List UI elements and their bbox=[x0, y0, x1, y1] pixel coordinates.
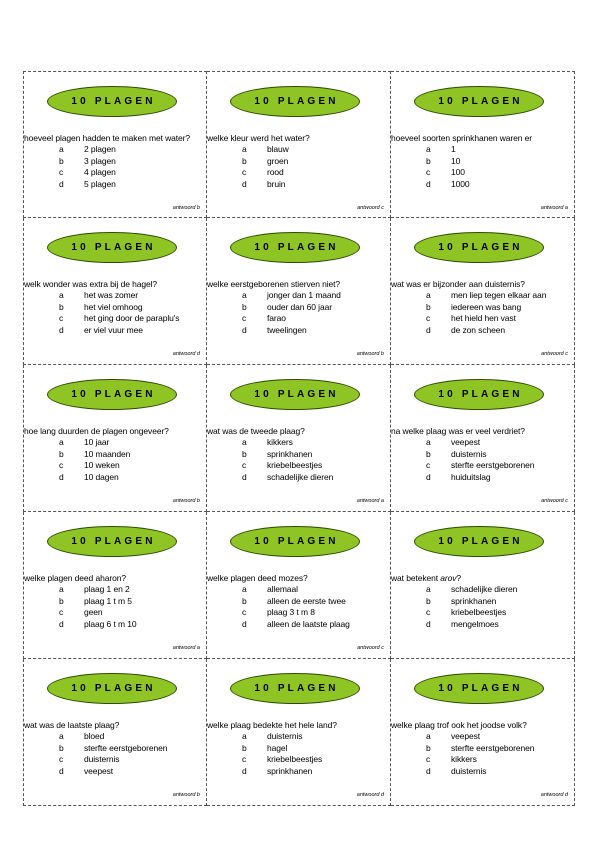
option-letter: c bbox=[59, 313, 64, 323]
answer-option bbox=[24, 619, 208, 631]
quiz-card bbox=[391, 218, 575, 365]
quiz-card-sheet bbox=[23, 71, 575, 806]
answer-options bbox=[207, 437, 391, 483]
answer-option bbox=[24, 313, 208, 325]
answer-option bbox=[24, 144, 208, 156]
quiz-card bbox=[207, 71, 391, 218]
option-text: veepest bbox=[451, 437, 481, 447]
answer-key: antwoord a bbox=[172, 645, 200, 651]
answer-options bbox=[391, 290, 575, 336]
answer-option bbox=[24, 731, 208, 743]
title-badge: 10 PLAGEN bbox=[47, 673, 177, 704]
option-text: sprinkhanen bbox=[451, 595, 497, 606]
option-text: 4 plagen bbox=[84, 167, 116, 177]
title-badge: 10 PLAGEN bbox=[47, 86, 177, 117]
option-letter: a bbox=[59, 731, 64, 741]
option-text: 10 bbox=[451, 155, 461, 166]
question-text bbox=[391, 573, 575, 583]
option-text: plaag 3 t m 8 bbox=[267, 607, 315, 617]
title-badge: 10 PLAGEN bbox=[230, 526, 360, 557]
option-text: allemaal bbox=[267, 584, 298, 594]
answer-option bbox=[24, 437, 208, 449]
answer-option bbox=[207, 313, 391, 325]
option-letter: b bbox=[242, 595, 247, 606]
option-text: duisternis bbox=[267, 731, 303, 741]
option-letter: a bbox=[59, 144, 64, 154]
answer-option bbox=[391, 596, 575, 608]
option-text: 10 maanden bbox=[84, 448, 131, 459]
answer-key: antwoord c bbox=[541, 351, 568, 357]
answer-option bbox=[24, 754, 208, 766]
option-text: kikkers bbox=[451, 754, 477, 764]
option-text: jonger dan 1 maand bbox=[267, 290, 341, 300]
answer-key: antwoord b bbox=[172, 792, 200, 798]
answer-option bbox=[207, 179, 391, 191]
option-letter: a bbox=[242, 290, 247, 300]
question-text: welke kleur werd het water? bbox=[207, 133, 310, 143]
question-text: welke eerstgeborenen stierven niet? bbox=[207, 279, 341, 289]
option-text: hagel bbox=[267, 742, 288, 753]
answer-option bbox=[391, 313, 575, 325]
option-text: ouder dan 60 jaar bbox=[267, 301, 332, 312]
option-letter: c bbox=[426, 607, 431, 617]
option-text: kriebelbeestjes bbox=[451, 607, 507, 617]
option-letter: a bbox=[59, 290, 64, 300]
option-text: farao bbox=[267, 313, 286, 323]
answer-key: antwoord a bbox=[540, 205, 568, 211]
title-badge: 10 PLAGEN bbox=[47, 526, 177, 557]
option-text: 10 weken bbox=[84, 460, 120, 470]
option-letter: a bbox=[242, 144, 247, 154]
option-text: men liep tegen elkaar aan bbox=[451, 290, 547, 300]
question-text: hoeveel plagen hadden te maken met water? bbox=[24, 133, 191, 143]
option-letter: b bbox=[59, 742, 64, 753]
answer-option bbox=[24, 743, 208, 755]
answer-option bbox=[391, 607, 575, 619]
option-text: duisternis bbox=[451, 765, 487, 776]
question-text: welke plaag trof ook het joodse volk? bbox=[391, 720, 527, 730]
answer-option bbox=[207, 437, 391, 449]
option-letter: a bbox=[59, 584, 64, 594]
option-letter: b bbox=[426, 742, 431, 753]
option-text: sprinkhanen bbox=[267, 448, 313, 459]
option-letter: d bbox=[426, 765, 431, 776]
option-letter: b bbox=[426, 155, 431, 166]
title-badge: 10 PLAGEN bbox=[414, 379, 544, 410]
answer-option bbox=[207, 596, 391, 608]
option-text: huiduitslag bbox=[451, 471, 491, 482]
option-text: 1000 bbox=[451, 178, 470, 189]
title-badge: 10 PLAGEN bbox=[230, 232, 360, 263]
option-text: mengelmoes bbox=[451, 618, 499, 629]
option-letter: c bbox=[242, 313, 247, 323]
answer-option bbox=[207, 144, 391, 156]
answer-option bbox=[24, 156, 208, 168]
answer-option bbox=[207, 156, 391, 168]
answer-option bbox=[207, 754, 391, 766]
option-text: sterfte eerstgeborenen bbox=[451, 742, 535, 753]
answer-option bbox=[24, 302, 208, 314]
quiz-card bbox=[23, 218, 207, 365]
title-badge: 10 PLAGEN bbox=[47, 379, 177, 410]
question-text: wat was de tweede plaag? bbox=[207, 426, 305, 436]
option-text: bloed bbox=[84, 731, 105, 741]
option-text: blauw bbox=[267, 144, 289, 154]
answer-key: antwoord d bbox=[172, 351, 200, 357]
option-letter: b bbox=[242, 301, 247, 312]
option-text: het was zomer bbox=[84, 290, 138, 300]
quiz-card bbox=[23, 71, 207, 218]
answer-option bbox=[207, 584, 391, 596]
option-letter: b bbox=[426, 301, 431, 312]
option-text: er viel vuur mee bbox=[84, 324, 143, 335]
option-letter: d bbox=[59, 324, 64, 335]
answer-option bbox=[24, 325, 208, 337]
answer-option bbox=[391, 584, 575, 596]
answer-option bbox=[24, 472, 208, 484]
option-text: 5 plagen bbox=[84, 178, 116, 189]
question-text: na welke plaag was er veel verdriet? bbox=[391, 426, 525, 436]
option-text: geen bbox=[84, 607, 103, 617]
answer-options bbox=[24, 290, 208, 336]
option-letter: b bbox=[242, 742, 247, 753]
option-letter: c bbox=[242, 607, 247, 617]
option-text: tweelingen bbox=[267, 324, 307, 335]
option-letter: a bbox=[242, 731, 247, 741]
answer-option bbox=[24, 179, 208, 191]
option-text: rood bbox=[267, 167, 284, 177]
option-letter: d bbox=[242, 324, 247, 335]
answer-option bbox=[24, 167, 208, 179]
answer-key: antwoord b bbox=[172, 205, 200, 211]
answer-options bbox=[207, 144, 391, 190]
answer-option bbox=[207, 743, 391, 755]
answer-option bbox=[24, 607, 208, 619]
option-text: schadelijke dieren bbox=[267, 471, 334, 482]
question-suffix: ? bbox=[456, 573, 462, 583]
title-badge: 10 PLAGEN bbox=[47, 232, 177, 263]
answer-option bbox=[207, 731, 391, 743]
option-text: sprinkhanen bbox=[267, 765, 313, 776]
question-text: hoeveel soorten sprinkhanen waren er bbox=[391, 133, 532, 143]
answer-option bbox=[391, 437, 575, 449]
answer-options bbox=[391, 437, 575, 483]
option-text: bruin bbox=[267, 178, 286, 189]
option-letter: d bbox=[59, 765, 64, 776]
option-text: kriebelbeestjes bbox=[267, 460, 323, 470]
answer-option bbox=[391, 743, 575, 755]
option-letter: b bbox=[242, 448, 247, 459]
answer-option bbox=[207, 449, 391, 461]
answer-option bbox=[391, 449, 575, 461]
option-text: het ging door de paraplu's bbox=[84, 313, 180, 323]
option-letter: a bbox=[426, 290, 431, 300]
question-text: wat was er bijzonder aan duisternis? bbox=[391, 279, 525, 289]
answer-options bbox=[391, 731, 575, 777]
answer-option bbox=[391, 731, 575, 743]
answer-option bbox=[207, 619, 391, 631]
quiz-card bbox=[391, 365, 575, 512]
option-letter: a bbox=[426, 437, 431, 447]
option-text: kikkers bbox=[267, 437, 293, 447]
quiz-card bbox=[391, 659, 575, 806]
answer-key: antwoord b bbox=[356, 351, 384, 357]
option-letter: d bbox=[242, 178, 247, 189]
question-prefix: wat betekent bbox=[391, 573, 441, 583]
question-italic-word: arov bbox=[440, 573, 457, 583]
option-text: 2 plagen bbox=[84, 144, 116, 154]
option-text: 10 jaar bbox=[84, 437, 110, 447]
option-letter: c bbox=[242, 460, 247, 470]
answer-option bbox=[24, 584, 208, 596]
answer-options bbox=[207, 290, 391, 336]
option-text: 10 dagen bbox=[84, 471, 119, 482]
option-text: kriebelbeestjes bbox=[267, 754, 323, 764]
title-badge: 10 PLAGEN bbox=[230, 379, 360, 410]
answer-option bbox=[207, 460, 391, 472]
option-text: plaag 1 en 2 bbox=[84, 584, 130, 594]
quiz-card bbox=[207, 365, 391, 512]
answer-option bbox=[207, 167, 391, 179]
option-letter: d bbox=[426, 471, 431, 482]
option-letter: c bbox=[426, 754, 431, 764]
quiz-card bbox=[391, 71, 575, 218]
answer-option bbox=[391, 144, 575, 156]
option-letter: a bbox=[426, 584, 431, 594]
option-text: 100 bbox=[451, 167, 465, 177]
quiz-card bbox=[207, 659, 391, 806]
option-letter: c bbox=[59, 167, 64, 177]
answer-option bbox=[24, 596, 208, 608]
answer-option bbox=[207, 766, 391, 778]
title-badge: 10 PLAGEN bbox=[414, 526, 544, 557]
title-badge: 10 PLAGEN bbox=[414, 232, 544, 263]
quiz-card bbox=[23, 659, 207, 806]
option-letter: c bbox=[426, 313, 431, 323]
option-letter: d bbox=[59, 618, 64, 629]
option-text: het hield hen vast bbox=[451, 313, 516, 323]
answer-options bbox=[207, 731, 391, 777]
quiz-card bbox=[23, 512, 207, 659]
answer-option bbox=[391, 179, 575, 191]
option-letter: d bbox=[426, 618, 431, 629]
question-text: wat was de laatste plaag? bbox=[24, 720, 120, 730]
answer-options bbox=[24, 584, 208, 630]
option-letter: d bbox=[426, 178, 431, 189]
option-letter: b bbox=[426, 595, 431, 606]
quiz-card bbox=[23, 365, 207, 512]
answer-option bbox=[207, 325, 391, 337]
answer-key: antwoord b bbox=[172, 498, 200, 504]
answer-option bbox=[391, 472, 575, 484]
answer-option bbox=[24, 290, 208, 302]
option-letter: c bbox=[59, 754, 64, 764]
answer-options bbox=[24, 731, 208, 777]
question-text: hoe lang duurden de plagen ongeveer? bbox=[24, 426, 169, 436]
option-letter: a bbox=[242, 584, 247, 594]
answer-option bbox=[24, 460, 208, 472]
answer-option bbox=[391, 619, 575, 631]
answer-option bbox=[391, 156, 575, 168]
option-text: schadelijke dieren bbox=[451, 584, 518, 594]
option-text: veepest bbox=[84, 765, 114, 776]
option-text: sterfte eerstgeborenen bbox=[451, 460, 535, 470]
quiz-card bbox=[391, 512, 575, 659]
answer-option bbox=[391, 290, 575, 302]
answer-option bbox=[391, 460, 575, 472]
option-text: plaag 1 t m 5 bbox=[84, 595, 132, 606]
answer-options bbox=[24, 144, 208, 190]
option-letter: c bbox=[59, 607, 64, 617]
option-text: duisternis bbox=[451, 448, 487, 459]
option-text: 1 bbox=[451, 144, 456, 154]
option-letter: d bbox=[59, 178, 64, 189]
answer-key: antwoord c bbox=[357, 645, 384, 651]
answer-option bbox=[24, 766, 208, 778]
option-text: duisternis bbox=[84, 754, 120, 764]
option-letter: b bbox=[59, 301, 64, 312]
answer-option bbox=[207, 607, 391, 619]
answer-options bbox=[391, 144, 575, 190]
option-letter: d bbox=[59, 471, 64, 482]
question-text: welk wonder was extra bij de hagel? bbox=[24, 279, 158, 289]
answer-options bbox=[207, 584, 391, 630]
option-text: alleen de laatste plaag bbox=[267, 618, 350, 629]
answer-option bbox=[391, 754, 575, 766]
answer-option bbox=[207, 472, 391, 484]
quiz-card bbox=[207, 512, 391, 659]
answer-option bbox=[207, 302, 391, 314]
option-text: sterfte eerstgeborenen bbox=[84, 742, 168, 753]
answer-option bbox=[391, 302, 575, 314]
answer-options bbox=[24, 437, 208, 483]
option-text: de zon scheen bbox=[451, 324, 505, 335]
title-badge: 10 PLAGEN bbox=[414, 673, 544, 704]
answer-key: antwoord a bbox=[356, 498, 384, 504]
option-letter: d bbox=[242, 765, 247, 776]
option-letter: d bbox=[426, 324, 431, 335]
title-badge: 10 PLAGEN bbox=[414, 86, 544, 117]
answer-key: antwoord d bbox=[540, 792, 568, 798]
question-text: welke plaag bedekte het hele land? bbox=[207, 720, 337, 730]
answer-option bbox=[24, 449, 208, 461]
option-letter: d bbox=[242, 618, 247, 629]
option-text: 3 plagen bbox=[84, 155, 116, 166]
option-text: alleen de eerste twee bbox=[267, 595, 346, 606]
option-text: groen bbox=[267, 155, 289, 166]
option-text: iedereen was bang bbox=[451, 301, 522, 312]
answer-option bbox=[391, 325, 575, 337]
option-letter: d bbox=[242, 471, 247, 482]
option-letter: b bbox=[242, 155, 247, 166]
option-letter: b bbox=[59, 448, 64, 459]
option-letter: c bbox=[242, 754, 247, 764]
answer-key: antwoord d bbox=[356, 792, 384, 798]
option-text: plaag 6 t m 10 bbox=[84, 618, 137, 629]
answer-option bbox=[391, 167, 575, 179]
option-letter: c bbox=[426, 460, 431, 470]
quiz-card bbox=[207, 218, 391, 365]
option-letter: c bbox=[426, 167, 431, 177]
answer-key: antwoord c bbox=[541, 498, 568, 504]
option-letter: a bbox=[59, 437, 64, 447]
answer-key: antwoord c bbox=[357, 205, 384, 211]
option-letter: b bbox=[59, 155, 64, 166]
answer-option bbox=[207, 290, 391, 302]
option-letter: a bbox=[426, 731, 431, 741]
option-letter: a bbox=[426, 144, 431, 154]
answer-option bbox=[391, 766, 575, 778]
answer-options bbox=[391, 584, 575, 630]
option-letter: c bbox=[242, 167, 247, 177]
option-letter: c bbox=[59, 460, 64, 470]
option-letter: a bbox=[242, 437, 247, 447]
question-text: welke plagen deed aharon? bbox=[24, 573, 126, 583]
option-text: het viel omhoog bbox=[84, 301, 143, 312]
title-badge: 10 PLAGEN bbox=[230, 673, 360, 704]
option-letter: b bbox=[426, 448, 431, 459]
question-text: welke plagen deed mozes? bbox=[207, 573, 308, 583]
title-badge: 10 PLAGEN bbox=[230, 86, 360, 117]
option-text: veepest bbox=[451, 731, 481, 741]
option-letter: b bbox=[59, 595, 64, 606]
